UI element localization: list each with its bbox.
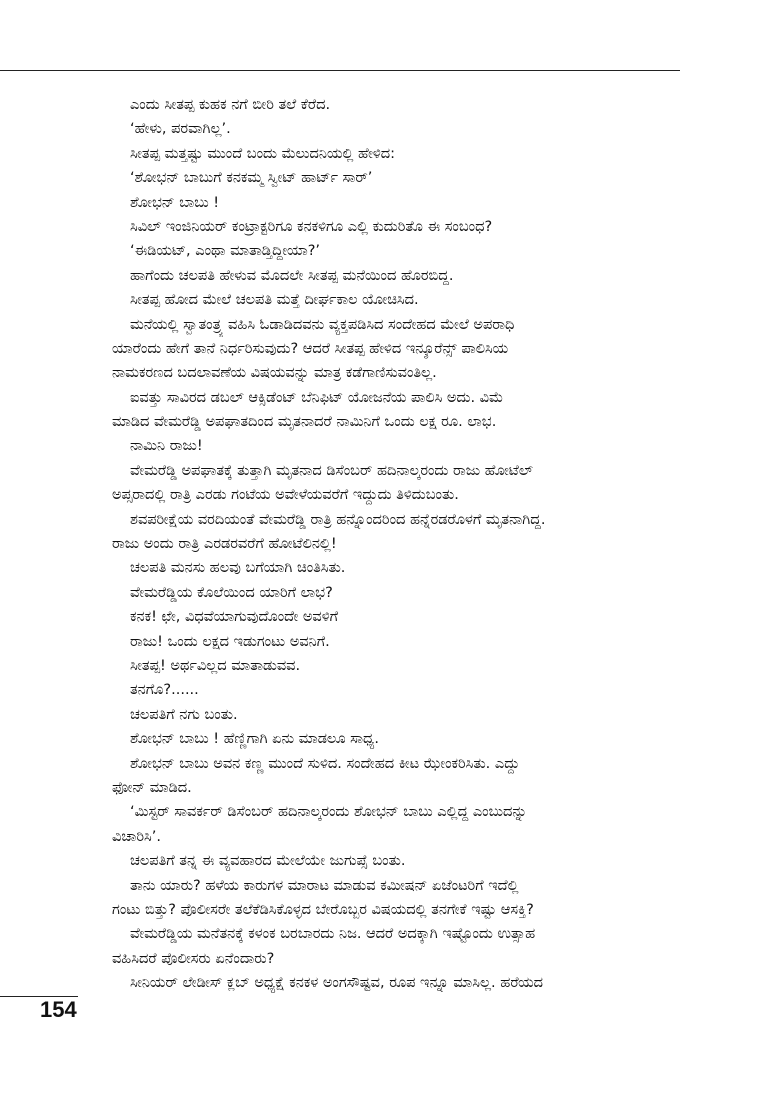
text-line: ಐವತ್ತು ಸಾವಿರದ ಡಬಲ್ ಆಕ್ಸಿಡೆಂಟ್ ಬೆನಿಫಿಟ್ ಯೋಜನೆಯ ಪಾಲಿಸಿ ಅದು. ವಿಮೆ [130, 389, 504, 406]
text-line: ‘ಹೇಳು, ಪರವಾಗಿಲ್ಲ’. [130, 121, 231, 138]
text-line: ವಿಚಾರಿಸಿ’. [112, 828, 161, 845]
page-number: 154 [40, 997, 77, 1022]
text-line: ಸೀತಪ್ಪ ಮತ್ತಷ್ಟು ಮುಂದೆ ಬಂದು ಮೆಲುದನಿಯಲ್ಲಿ ಹೇಳಿದ: [130, 145, 396, 162]
text-line: ಮನೆಯಲ್ಲಿ ಸ್ವಾತಂತ್ರ್ಯ ವಹಿಸಿ ಓಡಾಡಿದವನು ವ್ಯಕ್ತಪಡಿಸಿದ ಸಂದೇಹದ ಮೇಲೆ ಅಪರಾಧಿ [130, 316, 515, 333]
text-line: ತನಗೊ?...... [130, 682, 199, 699]
text-line: ವೇಮರೆಡ್ಡಿಯ ಮನೆತನಕ್ಕೆ ಕಳಂಕ ಬರಬಾರದು ನಿಜ. ಆದರೆ ಅದಕ್ಕಾಗಿ ಇಷ್ಟೊಂದು ಉತ್ಸಾಹ [130, 926, 536, 943]
text-line: ಶೋಭನ್ ಬಾಬು ! ಹೆಣ್ಣಿಗಾಗಿ ಏನು ಮಾಡಲೂ ಸಾಧ್ಯ. [130, 731, 379, 748]
text-line: ನಾಮಕರಣದ ಬದಲಾವಣೆಯ ವಿಷಯವನ್ನು ಮಾತ್ರ ಕಡೆಗಾಣಿಸುವಂತಿಲ್ಲ. [112, 365, 437, 382]
text-line: ರಾಜು ಅಂದು ರಾತ್ರಿ ಎರಡರವರೆಗೆ ಹೋಟೆಲಿನಲ್ಲಿ! [112, 536, 337, 553]
text-line: ಗಂಟು ಬಿತ್ತು? ಪೊಲೀಸರೇ ತಲೆಕೆಡಿಸಿಕೊಳ್ಳದ ಬೇರೊಬ್ಬರ ವಿಷಯದಲ್ಲಿ ತನಗೇಕೆ ಇಷ್ಟು ಆಸಕ್ತಿ? [112, 901, 534, 918]
text-line: ರಾಜು! ಒಂದು ಲಕ್ಷದ ಇಡುಗಂಟು ಅವನಿಗೆ. [130, 633, 330, 650]
text-line: ಸೀತಪ್ಪ! ಅರ್ಥವಿಲ್ಲದ ಮಾತಾಡುವವ. [130, 657, 301, 674]
text-line: ‘ಮಿಸ್ಟರ್ ಸಾವರ್ಕರ್ ಡಿಸೆಂಬರ್ ಹದಿನಾಲ್ಕರಂದು ಶೋಭನ್ ಬಾಬು ಎಲ್ಲಿದ್ದ ಎಂಬುದನ್ನು [130, 804, 528, 821]
text-line: ಎಂದು ಸೀತಪ್ಪ ಕುಹಕ ನಗೆ ಬೀರಿ ತಲೆ ಕೆರೆದ. [130, 97, 331, 113]
text-line: ನಾಮಿನಿ ರಾಜು! [130, 438, 203, 455]
text-line: ಮಾಡಿದ ವೇಮರೆಡ್ಡಿ ಅಪಘಾತದಿಂದ ಮೃತನಾದರೆ ನಾಮಿನಿಗೆ ಒಂದು ಲಕ್ಷ ರೂ. ಲಾಭ. [112, 414, 497, 431]
text-line: ವಹಿಸಿದರೆ ಪೊಲೀಸರು ಏನೆಂದಾರು? [112, 950, 275, 967]
text-line: ಚಲಪತಿ ಮನಸು ಹಲವು ಬಗೆಯಾಗಿ ಚಿಂತಿಸಿತು. [130, 560, 346, 577]
text-line: ವೇಮರೆಡ್ಡಿಯ ಕೊಲೆಯಿಂದ ಯಾರಿಗೆ ಲಾಭ? [130, 584, 333, 601]
page-body-text [112, 93, 680, 995]
text-line: ತಾನು ಯಾರು? ಹಳೆಯ ಕಾರುಗಳ ಮಾರಾಟ ಮಾಡುವ ಕಮೀಷನ್ ಏಜೆಂಟರಿಗೆ ಇದೆಲ್ಲಿ [130, 877, 519, 894]
text-line: ಅಪ್ಸರಾದಲ್ಲಿ ರಾತ್ರಿ ಎರಡು ಗಂಟೆಯ ಅವೇಳೆಯವರೆಗೆ ಇದ್ದುದು ತಿಳಿದುಬಂತು. [112, 487, 459, 504]
text-line: ಫೋನ್ ಮಾಡಿದ. [112, 779, 192, 796]
text-line: ಯಾರೆಂದು ಹೇಗೆ ತಾನೆ ನಿರ್ಧರಿಸುವುದು? ಆದರೆ ಸೀತಪ್ಪ ಹೇಳಿದ ಇನ್ಶೂರೆನ್ಸ್ ಪಾಲಿಸಿಯ [112, 340, 509, 357]
text-line: ಚಲಪತಿಗೆ ನಗು ಬಂತು. [130, 706, 238, 723]
text-line: ಶೋಭನ್ ಬಾಬು ! [130, 194, 220, 211]
text-line: ಕನಕ! ಛೇ, ವಿಧವೆಯಾಗುವುದೊಂದೇ ಅವಳಿಗೆ [130, 609, 339, 626]
text-line: ‘ಶೋಭನ್ ಬಾಬುಗೆ ಕನಕಮ್ಮ ಸ್ವೀಟ್ ಹಾರ್ಟ್ ಸಾರ್’ [130, 170, 373, 187]
text-line: ‘ಈಡಿಯಟ್, ಎಂಥಾ ಮಾತಾಡ್ತಿದ್ದೀಯಾ?’ [130, 243, 320, 260]
text-line: ಚಲಪತಿಗೆ ತನ್ನ ಈ ವ್ಯವಹಾರದ ಮೇಲೆಯೇ ಜುಗುಪ್ಸೆ ಬಂತು. [130, 853, 406, 870]
header-rule [0, 70, 680, 71]
text-line: ವೇಮರೆಡ್ಡಿ ಅಪಘಾತಕ್ಕೆ ತುತ್ತಾಗಿ ಮೃತನಾದ ಡಿಸೆಂಬರ್ ಹದಿನಾಲ್ಕರಂದು ರಾಜು ಹೋಟೆಲ್ [130, 462, 533, 479]
text-line: ಶೋಭನ್ ಬಾಬು ಅವನ ಕಣ್ಣ ಮುಂದೆ ಸುಳಿದ. ಸಂದೇಹದ ಕೀಟ ಝೇಂಕರಿಸಿತು. ಎದ್ದು [130, 755, 520, 772]
text-line: ಸಿವಿಲ್ ಇಂಜಿನಿಯರ್ ಕಂಟ್ರಾಕ್ಟರಿಗೂ ಕನಕಳಿಗೂ ಎಲ್ಲಿ ಕುದುರಿತೊ ಈ ಸಂಬಂಧ? [130, 218, 493, 235]
text-line: ಸೀತಪ್ಪ ಹೋದ ಮೇಲೆ ಚಲಪತಿ ಮತ್ತೆ ದೀರ್ಘಕಾಲ ಯೋಚಿಸಿದ. [130, 292, 419, 309]
text-line: ಹಾಗೆಂದು ಚಲಪತಿ ಹೇಳುವ ಮೊದಲೇ ಸೀತಪ್ಪ ಮನೆಯಿಂದ ಹೊರಬಿದ್ದ. [130, 267, 454, 284]
text-line: ಸೀನಿಯರ್ ಲೇಡೀಸ್ ಕ್ಲಬ್ ಅಧ್ಯಕ್ಷೆ ಕನಕಳ ಅಂಗಸೌಷ್ಟವ, ರೂಪ ಇನ್ನೂ ಮಾಸಿಲ್ಲ. ಹರೆಯದ [130, 975, 544, 992]
text-line: ಶವಪರೀಕ್ಷೆಯ ವರದಿಯಂತೆ ವೇಮರೆಡ್ಡಿ ರಾತ್ರಿ ಹನ್ನೊಂದರಿಂದ ಹನ್ನೆರಡರೊಳಗೆ ಮೃತನಾಗಿದ್ದ. [130, 511, 546, 528]
